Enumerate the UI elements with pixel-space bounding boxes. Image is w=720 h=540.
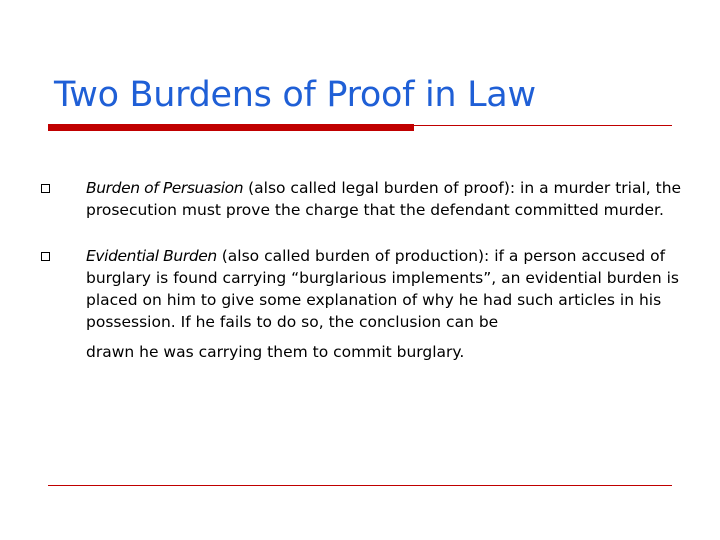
bullet-text: (also called burden of production): if a person accused of burglary is found carrying “burglarious implements”, an evidential burden is placed on him to give some explanation of why he had such articles in his possession. If he fails to do so, the conclusion can be [86,247,679,331]
slide-title: Two Burdens of Proof in Law [54,75,536,115]
bullet-text: (also called legal burden of proof): in a murder trial, the prosecution must prove the charge that the defendant committed murder. [86,179,682,219]
bullet-text-last-line: drawn he was carrying them to commit burglary. [86,343,465,361]
bullet-evidential-burden [86,245,686,363]
bullet-term: Burden of Persuasion [86,179,244,197]
hollow-square-bullet-icon [41,184,50,193]
footer-divider [48,485,672,486]
title-underline-thick [48,124,414,131]
bullet-term: Evidential Burden [86,247,217,265]
bullet-burden-of-persuasion [86,177,686,221]
hollow-square-bullet-icon [41,252,50,261]
